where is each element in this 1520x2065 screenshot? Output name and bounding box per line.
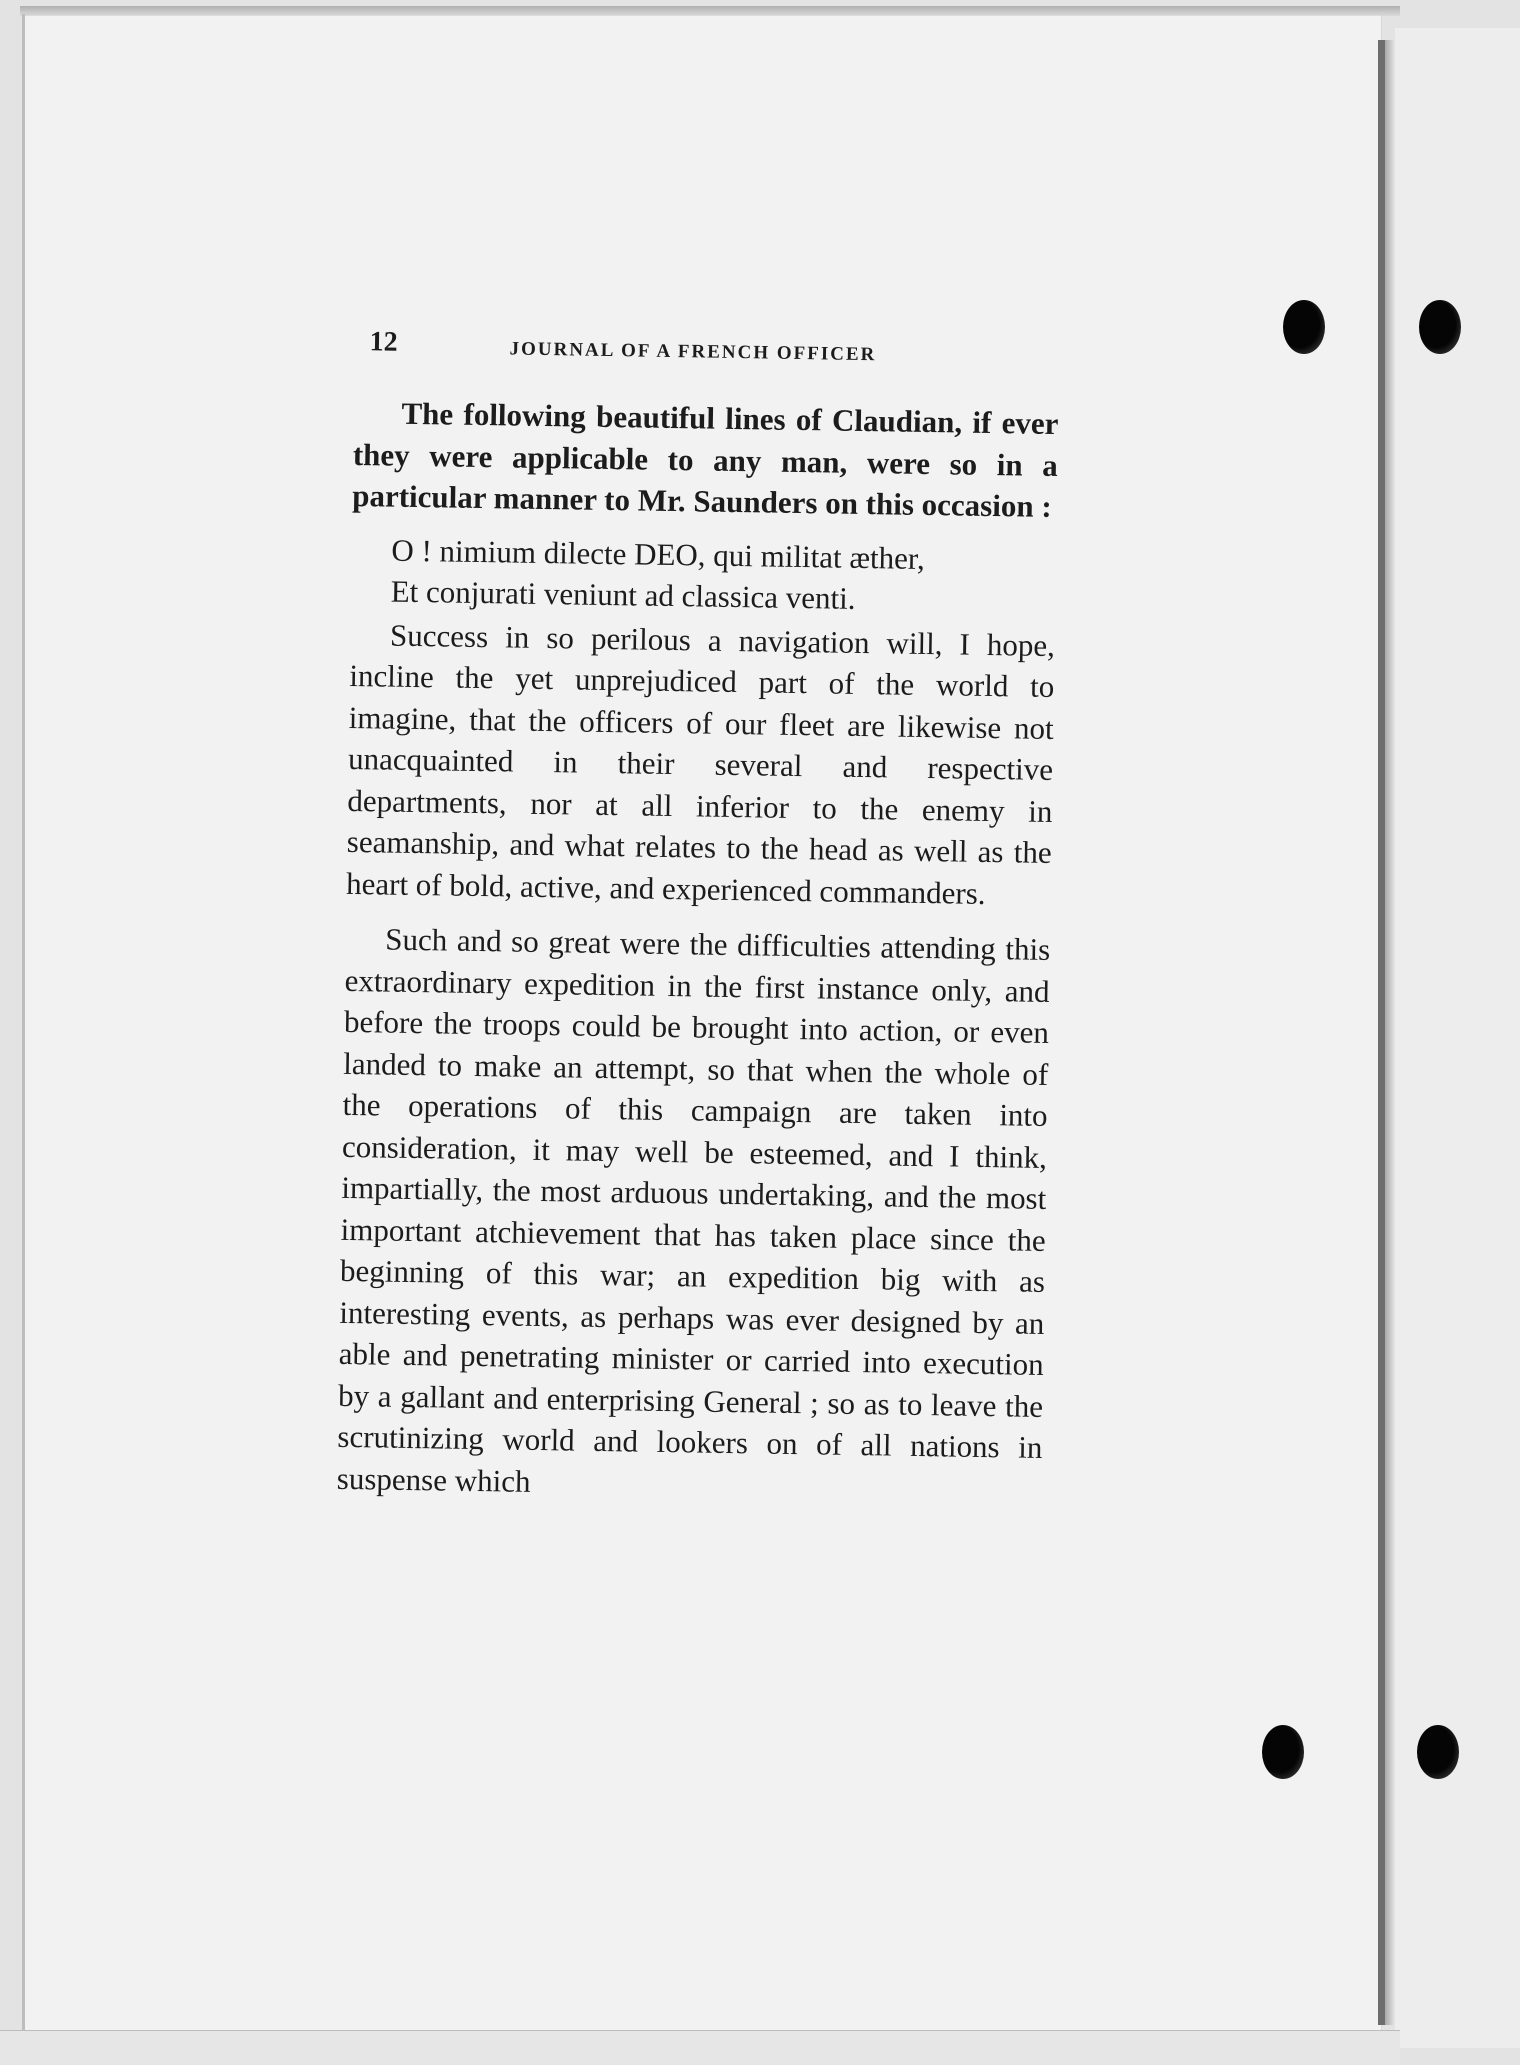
punch-hole xyxy=(1417,1725,1459,1779)
verse-line: O ! nimium dilecte DEO, qui militat æther, xyxy=(391,532,926,576)
paragraph-difficulties: Such and so great were the difficulties attending this extraordinary expedition in the first instance only, and before the troops could be brought into action, or even landed to make an attempt, so that when the whole of the operations of this campaign are taken into consideration, it may well be esteemed, and I think, impartially, the most arduous undertaking, and the most important atchievement that has taken place since the beginning of this war; an expedition big with as interesting events, as perhaps was ever designed by an able and penetrating minister or carried into execution by a gallant and enterprising General ; so as to leave the scrutinizing world and lookers on of all nations in suspense which xyxy=(336,921,1051,1499)
page-text-block xyxy=(336,320,1059,1510)
page-bottom-edge xyxy=(0,2030,1400,2065)
page-number: 12 xyxy=(369,326,398,358)
verse-line: Et conjurati veniunt ad classica venti. xyxy=(390,573,856,616)
paragraph-claudian-intro: The following beautiful lines of Claudian, if ever they were applicable to any man, were so in a particular manner to Mr. Saunders on this occasion : xyxy=(351,395,1059,524)
paragraph-success: Success in so perilous a navigation will, I hope, incline the yet unprejudiced part of the world to imagine, that the officers of our fleet are likewise not unacquainted in their several and respective departments, nor at all inferior to the enemy in seamanship, and what relates to the head as well as the heart of bold, active, and experienced commanders. xyxy=(345,617,1056,911)
page-left-edge xyxy=(22,14,25,2034)
punch-hole xyxy=(1262,1725,1304,1779)
latin-verse xyxy=(390,529,1056,622)
spine-shadow xyxy=(1385,40,1395,2025)
binding-spine xyxy=(1378,40,1385,2025)
page-header xyxy=(354,320,1060,383)
page-top-edge xyxy=(20,6,1400,16)
punch-hole xyxy=(1419,300,1461,354)
running-head: JOURNAL OF A FRENCH OFFICER xyxy=(509,338,877,366)
punch-hole xyxy=(1283,300,1325,354)
